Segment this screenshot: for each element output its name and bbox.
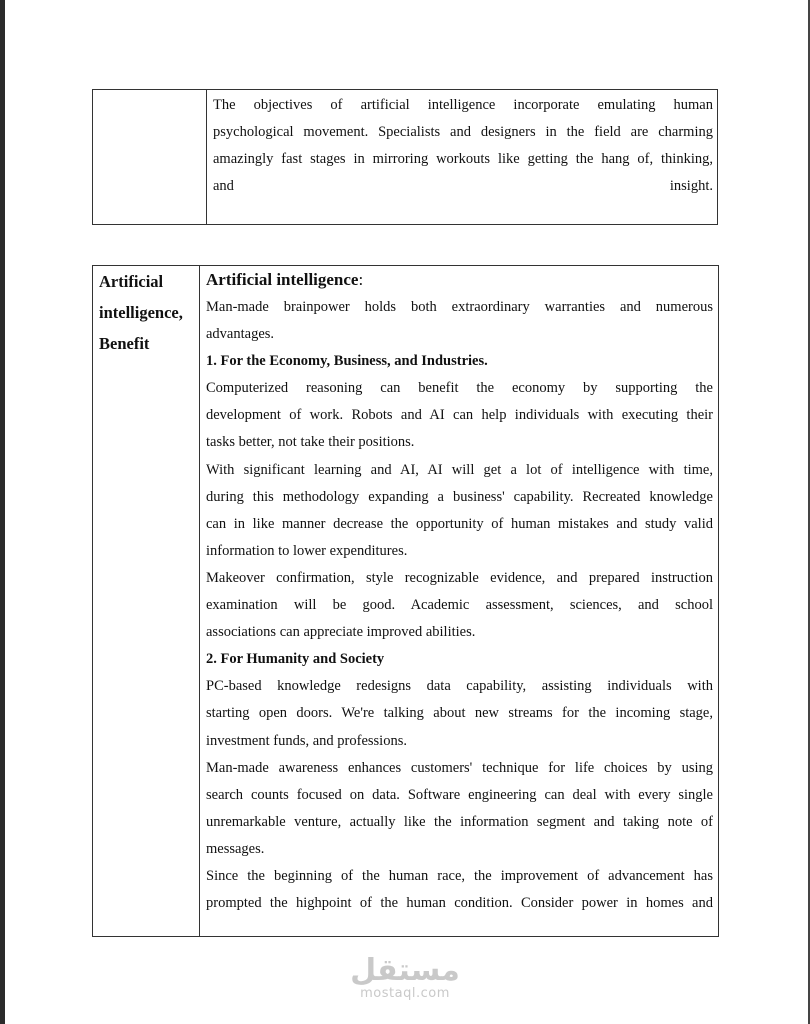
text-line: prompted the highpoint of the human condition. Consider power in homes and — [206, 895, 713, 912]
watermark-latin: mostaql.com — [360, 986, 450, 1001]
row-label-line: intelligence, — [99, 303, 183, 322]
text-line: With significant learning and AI, AI will get a lot of intelligence with time, — [206, 461, 713, 478]
benefits-cell — [206, 266, 713, 917]
text-line: Man-made awareness enhances customers' technique for life choices by using — [206, 759, 713, 776]
column-divider — [199, 266, 200, 936]
text-line: The objectives of artificial intelligence incorporate emulating human — [213, 97, 713, 113]
objectives-cell — [213, 92, 713, 200]
table-benefits — [92, 265, 719, 937]
text-line: can in like manner decrease the opportunity of human mistakes and study valid — [206, 515, 713, 532]
subsection-title: 2. For Humanity and Society — [206, 651, 385, 668]
text-line: during this methodology expanding a business' capability. Recreated knowledge — [206, 488, 713, 505]
text-line: advantages. — [206, 326, 275, 343]
table-objectives — [92, 89, 718, 225]
text-line: Man-made brainpower holds both extraordinary warranties and numerous — [206, 299, 713, 315]
text-line: Makeover confirmation, style recognizable evidence, and prepared instruction — [206, 569, 713, 586]
text-line: unremarkable venture, actually like the information segment and taking note of — [206, 813, 713, 830]
watermark-arabic: مستقل — [350, 953, 460, 988]
text-line: Since the beginning of the human race, the improvement of advancement has — [206, 867, 713, 884]
mostaql-watermark — [350, 955, 460, 1005]
text-line: starting open doors. We're talking about new streams for the incoming stage, — [206, 705, 713, 722]
text-line: and insight. — [213, 178, 713, 194]
text-line: investment funds, and professions. — [206, 732, 407, 749]
row-label-line: Benefit — [99, 334, 150, 353]
text-line: information to lower expenditures. — [206, 542, 408, 559]
text-line: examination will be good. Academic assessment, sciences, and school — [206, 597, 713, 614]
text-line: development of work. Robots and AI can help individuals with executing their — [206, 407, 713, 424]
heading-colon: : — [358, 270, 364, 289]
text-line: psychological movement. Specialists and designers in the field are charming — [213, 124, 713, 140]
section-heading — [206, 266, 713, 294]
text-line: amazingly fast stages in mirroring workouts like getting the hang of, thinking, — [213, 151, 713, 167]
subsection-title: 1. For the Economy, Business, and Industries. — [206, 353, 488, 370]
text-line: Computerized reasoning can benefit the economy by supporting the — [206, 380, 713, 397]
row-label-line: Artificial — [99, 272, 164, 291]
text-line: PC-based knowledge redesigns data capability, assisting individuals with — [206, 678, 713, 695]
row-label-cell — [99, 266, 199, 359]
text-line: associations can appreciate improved abilities. — [206, 624, 476, 641]
heading-text: Artificial intelligence — [206, 270, 359, 289]
column-divider — [206, 90, 207, 224]
text-line: tasks better, not take their positions. — [206, 434, 415, 451]
text-line: messages. — [206, 840, 265, 857]
page-left-edge — [0, 0, 5, 1024]
text-line: search counts focused on data. Software engineering can deal with every single — [206, 786, 713, 803]
